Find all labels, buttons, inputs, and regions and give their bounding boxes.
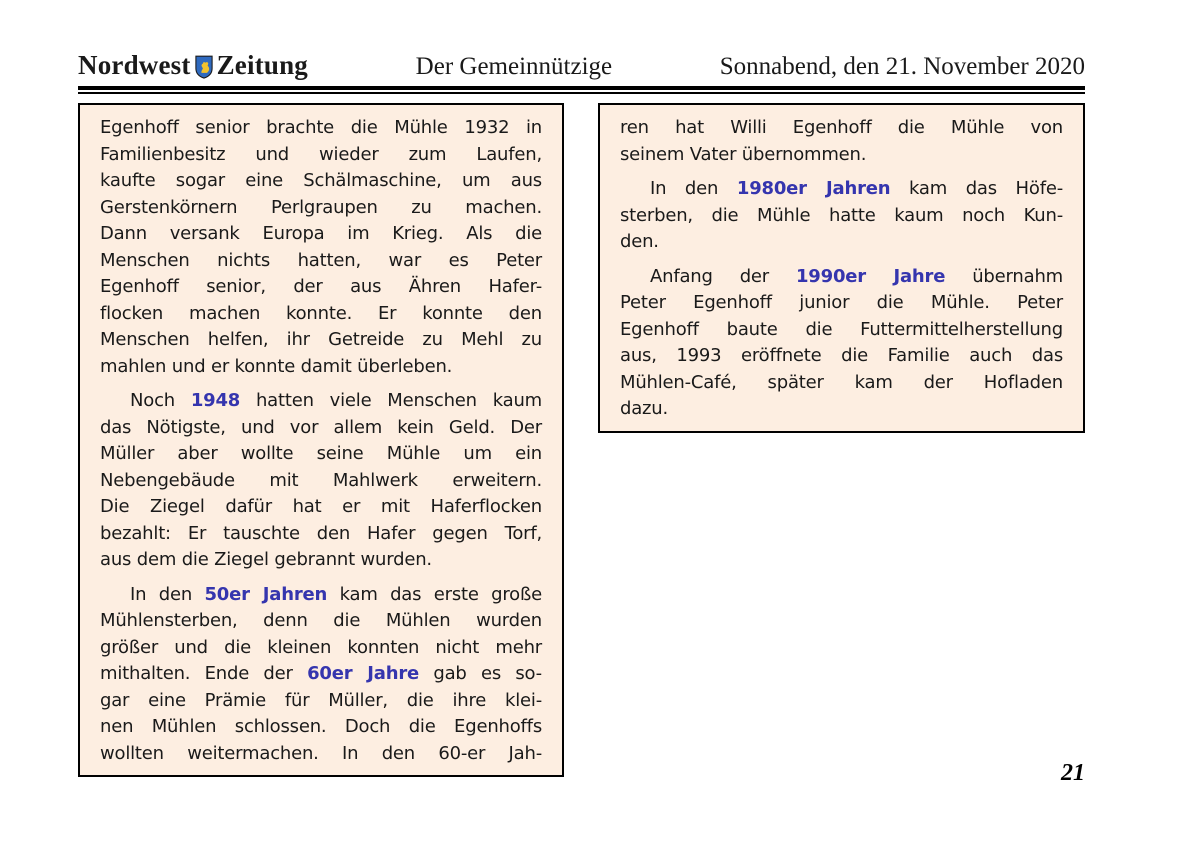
text-run: Peter Egenhoff junior die Mühle. Peter: [620, 292, 1063, 313]
text-run: den.: [620, 231, 659, 252]
text-line: [620, 317, 1063, 344]
text-line: [100, 521, 542, 548]
article-column-right: [598, 103, 1085, 433]
text-line: [100, 301, 542, 328]
text-line: [620, 176, 1063, 203]
text-run: das Nötigste, und vor allem kein Geld. Der: [100, 416, 542, 438]
text-run: bezahlt: Er tauschte den Hafer gegen Torf,: [100, 522, 542, 544]
text-run: gab es so-: [419, 663, 542, 684]
text-run: kam das erste große: [327, 583, 543, 605]
text-run: ren hat Willi Egenhoff die Mühle von: [620, 117, 1063, 138]
text-run: flocken machen konnte. Er konnte den: [100, 302, 542, 324]
text-line: [620, 370, 1063, 397]
text-line: [100, 221, 542, 248]
paragraph: [100, 388, 542, 574]
text-run: Mühlen-Café, später kam der Hofladen: [620, 371, 1063, 393]
text-line: [100, 635, 542, 662]
paragraph: [620, 115, 1063, 168]
text-run: dazu.: [620, 398, 669, 419]
text-line: [100, 115, 542, 142]
text-line: [620, 229, 1063, 256]
text-run: Egenhoff senior, der aus Ähren Hafer-: [100, 276, 542, 297]
text-line: [100, 441, 542, 468]
text-run: hatten viele Menschen kaum: [240, 390, 542, 411]
text-run: seinem Vater übernommen.: [620, 143, 867, 165]
text-run: Noch: [130, 390, 191, 411]
highlighted-year: 60er Jahre: [307, 663, 420, 684]
text-run: Müller aber wollte seine Mühle um ein: [100, 443, 542, 464]
text-run: aus dem die Ziegel gebrannt wurden.: [100, 549, 432, 570]
text-run: nen Mühlen schlossen. Doch die Egenhoffs: [100, 716, 542, 737]
text-run: aus, 1993 eröffnete die Familie auch das: [620, 345, 1063, 366]
text-run: gar eine Prämie für Müller, die ihre klei-: [100, 689, 542, 711]
text-line: [620, 343, 1063, 370]
text-line: [620, 115, 1063, 142]
text-run: kaufte sogar eine Schälmaschine, um aus: [100, 170, 542, 191]
text-line: [100, 248, 542, 275]
text-run: Nebengebäude mit Mahlwerk erweitern.: [100, 469, 542, 491]
text-line: [620, 203, 1063, 230]
article-column-left: [78, 103, 564, 777]
text-line: [100, 741, 542, 768]
text-run: mahlen und er konnte damit überleben.: [100, 355, 453, 377]
text-run: wollten weitermachen. In den 60-er Jah-: [100, 742, 542, 764]
text-run: Egenhoff baute die Futtermittelherstellung: [620, 318, 1063, 340]
highlighted-year: 1948: [190, 390, 241, 411]
issue-date: Sonnabend, den 21. November 2020: [719, 53, 1085, 80]
text-line: [620, 142, 1063, 169]
text-run: Familienbesitz und wieder zum Laufen,: [100, 143, 542, 165]
paragraph: [620, 176, 1063, 256]
masthead-rule-thick: [78, 86, 1085, 90]
text-line: [100, 415, 542, 442]
highlighted-year: 50er Jahren: [204, 583, 328, 605]
text-run: Anfang der: [650, 265, 796, 287]
text-line: [100, 714, 542, 741]
highlighted-year: 1990er Jahre: [795, 265, 946, 287]
text-run: Gerstenkörnern Perlgraupen zu machen.: [100, 196, 542, 218]
text-run: größer und die kleinen konnten nicht mehr: [100, 636, 542, 658]
paragraph: [620, 264, 1063, 423]
text-line: [100, 195, 542, 222]
text-line: [620, 264, 1063, 291]
text-line: [100, 582, 542, 609]
text-line: [100, 327, 542, 354]
text-run: Mühlensterben, denn die Mühlen wurden: [100, 610, 542, 631]
text-run: Egenhoff senior brachte die Mühle 1932 in: [100, 117, 542, 138]
text-run: kam das Höfe-: [890, 178, 1064, 199]
text-line: [100, 274, 542, 301]
newspaper-logo: [78, 50, 308, 81]
page-number: 21: [1061, 760, 1085, 786]
paragraph: [100, 115, 542, 380]
text-line: [620, 396, 1063, 423]
text-run: In den: [650, 178, 737, 199]
text-run: übernahm: [945, 265, 1063, 287]
logo-text-nordwest: Nordwest: [78, 50, 191, 80]
text-line: [100, 608, 542, 635]
text-run: Menschen helfen, ihr Getreide zu Mehl zu: [100, 329, 542, 350]
logo-text-zeitung: Zeitung: [216, 50, 309, 80]
coat-of-arms-icon: [195, 55, 213, 79]
text-line: [100, 168, 542, 195]
masthead-rule: [78, 86, 1085, 94]
text-line: [100, 142, 542, 169]
text-run: Dann versank Europa im Krieg. Als die: [100, 223, 542, 244]
text-line: [100, 494, 542, 521]
text-run: sterben, die Mühle hatte kaum noch Kun-: [620, 204, 1063, 226]
paragraph: [100, 582, 542, 768]
edition-title: Der Gemeinnützige: [415, 53, 613, 80]
text-run: mithalten. Ende der: [100, 663, 308, 684]
text-line: [100, 388, 542, 415]
text-run: Die Ziegel dafür hat er mit Haferflocken: [100, 496, 542, 517]
text-line: [100, 688, 542, 715]
highlighted-year: 1980er Jahren: [736, 178, 891, 199]
text-line: [620, 290, 1063, 317]
masthead: [78, 50, 1085, 81]
text-run: In den: [130, 583, 205, 605]
text-line: [100, 547, 542, 574]
text-line: [100, 661, 542, 688]
text-line: [100, 468, 542, 495]
text-line: [100, 354, 542, 381]
masthead-rule-thin: [78, 92, 1085, 94]
text-run: Menschen nichts hatten, war es Peter: [100, 249, 542, 271]
